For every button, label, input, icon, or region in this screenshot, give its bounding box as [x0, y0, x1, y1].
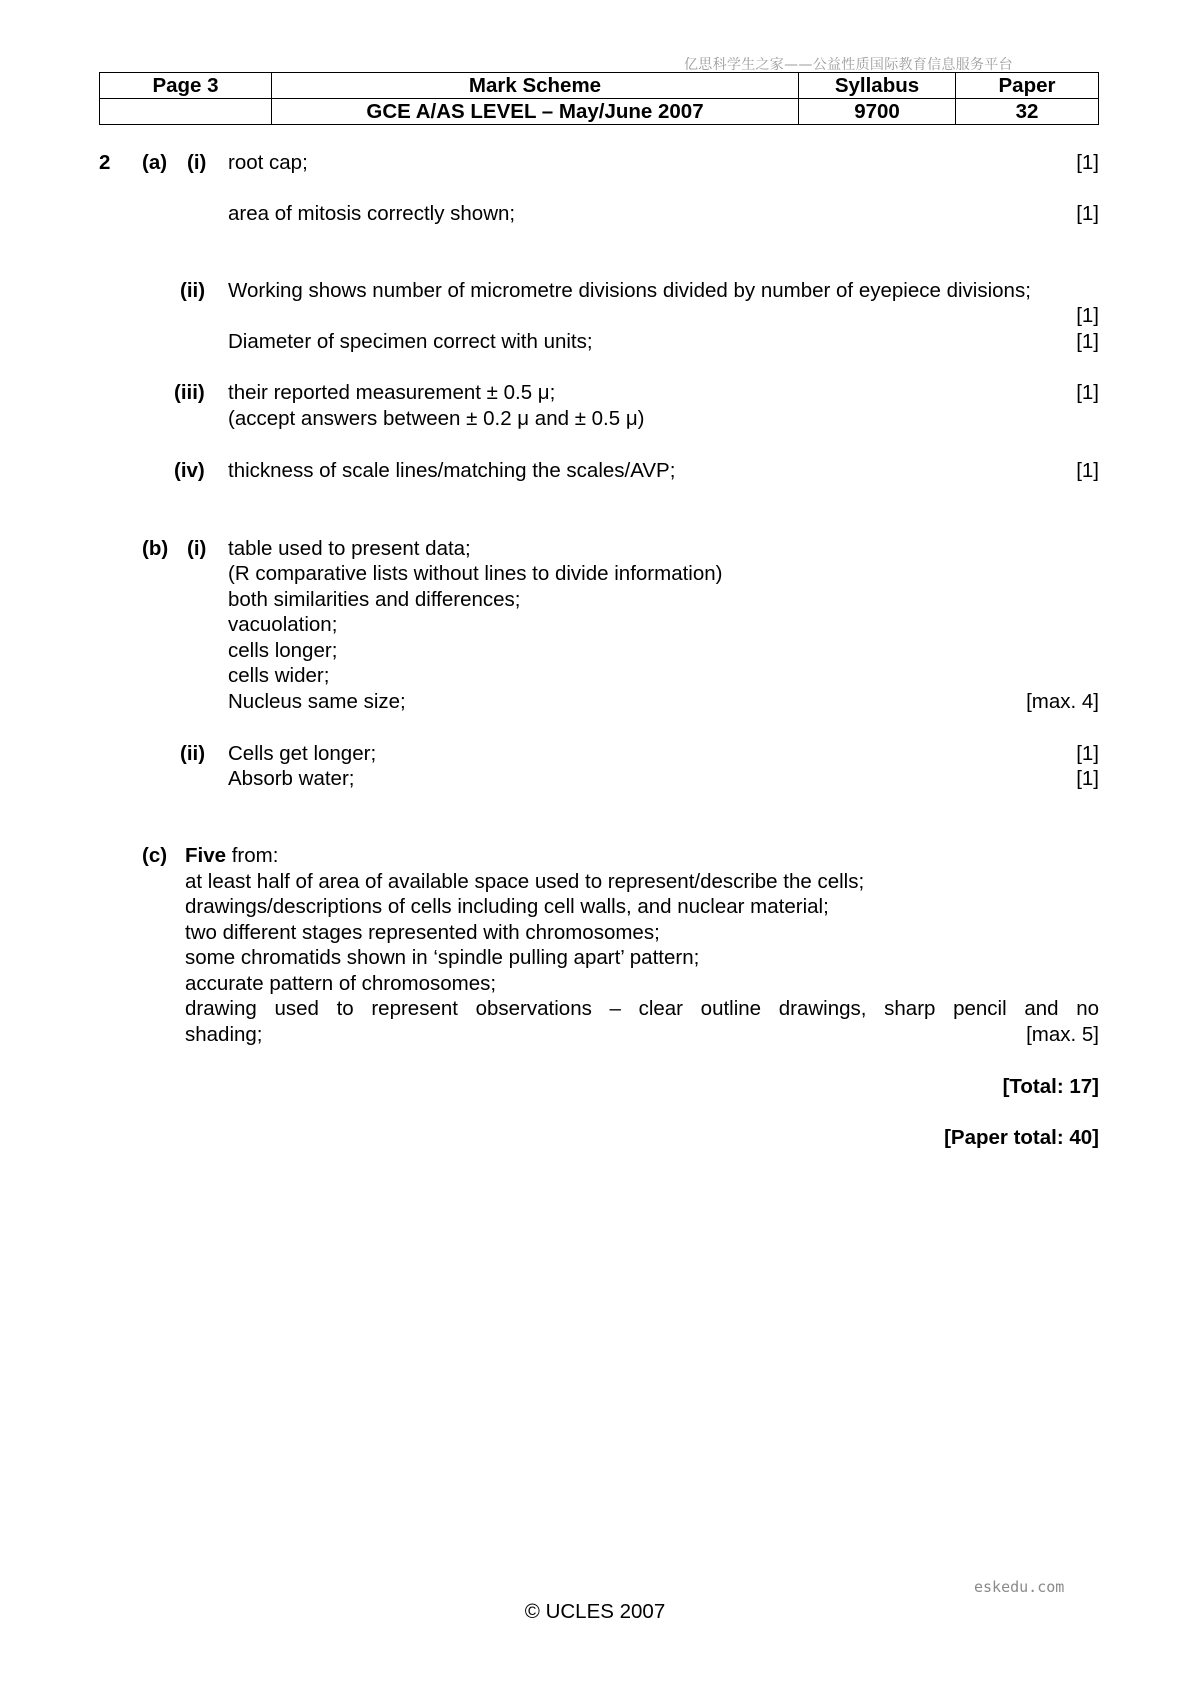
- mark: [1]: [1076, 330, 1099, 353]
- watermark-bottom: eskedu.com: [974, 1578, 1065, 1596]
- watermark-top: 亿思科学生之家——公益性质国际教育信息服务平台: [684, 57, 1013, 73]
- answer-line: both similarities and differences;: [228, 588, 521, 611]
- header-page: Page 3: [100, 73, 272, 99]
- header-table: [99, 72, 1099, 125]
- part-b-label: (b): [142, 537, 169, 560]
- answer-line: Diameter of specimen correct with units;: [228, 330, 593, 353]
- answer-line: cells longer;: [228, 639, 338, 662]
- header-paper-number: 32: [956, 99, 1099, 125]
- part-a-label: (a): [142, 151, 168, 174]
- question-number: 2: [99, 151, 111, 174]
- header-row: [100, 73, 1099, 99]
- answer-line: Nucleus same size;: [228, 690, 406, 713]
- answer-line: Working shows number of micrometre divisions divided by number of eyepiece divisions;: [228, 279, 1031, 302]
- mark: [1]: [1076, 202, 1099, 225]
- answer-line: accurate pattern of chromosomes;: [185, 972, 497, 995]
- subpart-b-ii-label: (ii): [180, 742, 206, 765]
- part-c-intro-rest: from:: [226, 844, 279, 867]
- answer-line: (R comparative lists without lines to divide information): [228, 562, 723, 585]
- mark: [1]: [1076, 742, 1099, 765]
- header-title: Mark Scheme: [272, 73, 799, 99]
- header-syllabus-code: 9700: [799, 99, 956, 125]
- mark: [1]: [1076, 767, 1099, 790]
- answer-line: area of mitosis correctly shown;: [228, 202, 516, 225]
- mark: [1]: [1076, 151, 1099, 174]
- answer-line: two different stages represented with chromosomes;: [185, 921, 660, 944]
- mark: [1]: [1076, 459, 1099, 482]
- answer-line: drawings/descriptions of cells including cell walls, and nuclear material;: [185, 895, 829, 918]
- part-c-label: (c): [142, 844, 168, 867]
- answer-line: Absorb water;: [228, 767, 355, 790]
- mark: [1]: [1076, 381, 1099, 404]
- mark: [max. 4]: [1026, 690, 1099, 713]
- header-empty-cell: [100, 99, 272, 125]
- answer-line: at least half of area of available space used to represent/describe the cells;: [185, 870, 865, 893]
- mark: [max. 5]: [1026, 1023, 1099, 1046]
- subpart-a-ii-label: (ii): [180, 279, 206, 302]
- answer-line: (accept answers between ± 0.2 μ and ± 0.5 μ): [228, 407, 645, 430]
- mark: [1]: [1076, 304, 1099, 327]
- answer-line: cells wider;: [228, 664, 330, 687]
- answer-line: root cap;: [228, 151, 308, 174]
- header-paper-label: Paper: [956, 73, 1099, 99]
- header-row: [100, 99, 1099, 125]
- subpart-b-i-label: (i): [187, 537, 207, 560]
- subpart-a-iv-label: (iv): [174, 459, 205, 482]
- header-syllabus-label: Syllabus: [799, 73, 956, 99]
- answer-line: table used to present data;: [228, 537, 471, 560]
- subpart-a-i-label: (i): [187, 151, 207, 174]
- answer-line: their reported measurement ± 0.5 μ;: [228, 381, 556, 404]
- paper-total: [Paper total: 40]: [944, 1126, 1099, 1149]
- question-total: [Total: 17]: [1002, 1075, 1099, 1098]
- answer-line: thickness of scale lines/matching the scales/AVP;: [228, 459, 676, 482]
- part-c-intro-bold: Five: [185, 844, 227, 867]
- subpart-a-iii-label: (iii): [174, 381, 205, 404]
- part-c-intro: [185, 843, 278, 868]
- answer-line-justified: drawing used to represent observations – clear outline drawings, sharp pencil and no: [185, 997, 1099, 1020]
- answer-line: shading;: [185, 1023, 263, 1046]
- answer-line: Cells get longer;: [228, 742, 377, 765]
- footer-copyright: © UCLES 2007: [524, 1600, 666, 1623]
- answer-line: vacuolation;: [228, 613, 338, 636]
- header-exam-session: GCE A/AS LEVEL – May/June 2007: [272, 99, 799, 125]
- answer-line: some chromatids shown in ‘spindle pulling apart’ pattern;: [185, 946, 700, 969]
